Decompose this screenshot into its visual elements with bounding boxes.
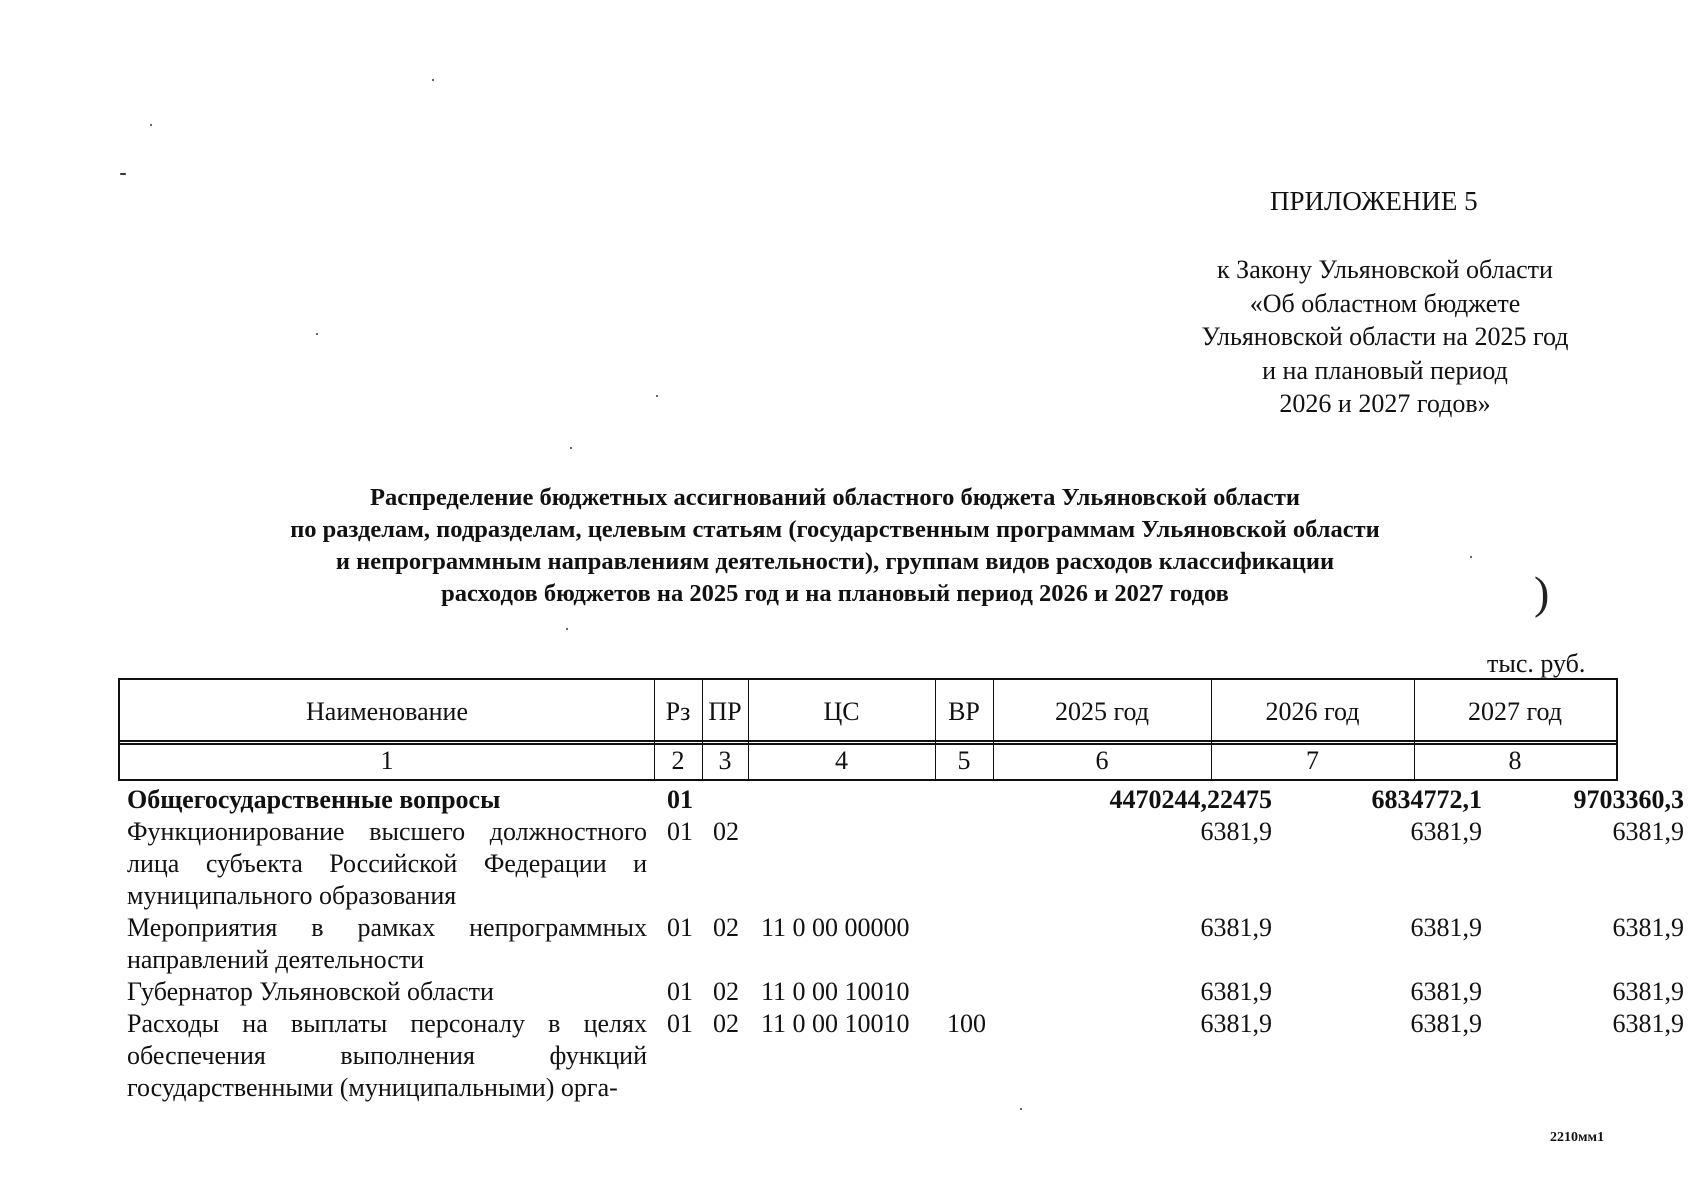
table-row [127, 816, 1684, 912]
document-title [160, 482, 1510, 610]
scan-speck [120, 173, 126, 175]
row-2027: 6381,9 [1612, 1009, 1684, 1038]
law-reference-line: Ульяновской области на 2025 год [1201, 322, 1569, 351]
column-number: 4 [835, 745, 848, 775]
law-reference-line: 2026 и 2027 годов» [1279, 389, 1491, 418]
scan-speck [656, 395, 658, 397]
column-number: 1 [380, 745, 394, 775]
row-pr: 02 [713, 817, 739, 846]
row-name: Мероприятия в рамках непрограммных направлений деятельности [127, 913, 647, 974]
row-2025: 4470244,22475 [1109, 785, 1272, 814]
row-2026: 6834772,1 [1371, 785, 1482, 814]
law-reference [1160, 253, 1610, 421]
table-row [127, 976, 1684, 1008]
document-code: 2210мм1 [1550, 1130, 1605, 1145]
row-2025: 6381,9 [1200, 817, 1272, 846]
row-cs: 11 0 00 10010 [761, 977, 910, 1006]
table-body [127, 784, 1684, 1104]
row-2027: 6381,9 [1612, 977, 1684, 1006]
header-rz: Рз [665, 696, 691, 726]
row-2027: 6381,9 [1612, 817, 1684, 846]
row-2025: 6381,9 [1200, 977, 1272, 1006]
table-row [127, 784, 1684, 816]
row-2025: 6381,9 [1200, 1009, 1272, 1038]
table-header-row [118, 678, 1618, 745]
header-name: Наименование [306, 696, 468, 726]
law-reference-line: к Закону Ульяновской области [1217, 255, 1553, 284]
title-line: по разделам, подразделам, целевым статьям (государственным программам Ульяновской области [290, 516, 1380, 543]
header-cs: ЦС [823, 696, 860, 726]
header-pr: ПР [708, 696, 742, 726]
row-2026: 6381,9 [1410, 817, 1482, 846]
header-2025: 2025 год [1055, 696, 1149, 726]
row-rz: 01 [667, 1009, 693, 1038]
title-line: и непрограммным направлениям деятельности), группам видов расходов классификации [335, 548, 1335, 575]
column-number: 3 [718, 745, 732, 775]
row-rz: 01 [667, 785, 693, 814]
law-reference-line: «Об областном бюджете [1249, 288, 1521, 318]
row-rz: 01 [667, 817, 693, 846]
unit-label: тыс. руб. [1487, 649, 1586, 678]
header-2027: 2027 год [1468, 696, 1562, 726]
row-2025: 6381,9 [1200, 913, 1272, 942]
scan-speck [150, 124, 152, 126]
header-vr: ВР [948, 696, 980, 726]
row-pr: 02 [713, 977, 739, 1006]
row-cs: 11 0 00 10010 [761, 1009, 910, 1038]
row-vr: 100 [947, 1009, 986, 1038]
column-number: 6 [1095, 745, 1109, 775]
law-reference-line: и на плановый период [1262, 355, 1508, 385]
row-name: Губернатор Ульяновской области [127, 977, 494, 1006]
scan-speck [1020, 1108, 1022, 1110]
scan-speck [566, 628, 568, 630]
table-row [127, 1008, 1684, 1104]
row-pr: 02 [713, 913, 739, 942]
margin-bracket-mark: ) [1534, 567, 1550, 618]
row-2026: 6381,9 [1410, 977, 1482, 1006]
column-number: 7 [1306, 745, 1319, 775]
row-pr: 02 [713, 1009, 739, 1038]
row-rz: 01 [667, 913, 693, 942]
header-2026: 2026 год [1265, 696, 1360, 726]
column-number: 8 [1508, 745, 1522, 775]
column-numbers-row [118, 740, 1618, 781]
row-name: Расходы на выплаты персоналу в целях обеспечения выполнения функций государственными (муниципальными) орга- [127, 1009, 647, 1102]
scan-speck [570, 447, 572, 449]
title-line: Распределение бюджетных ассигнований областного бюджета Ульяновской области [370, 484, 1300, 511]
appendix-title: ПРИЛОЖЕНИЕ 5 [1270, 186, 1478, 216]
scan-speck [432, 79, 434, 81]
row-name: Функционирование высшего должностного лица субъекта Российской Федерации и муниципального образования [127, 817, 647, 910]
column-number: 2 [671, 745, 685, 775]
column-number: 5 [957, 745, 971, 775]
row-2026: 6381,9 [1410, 1009, 1482, 1038]
row-name: Общегосударственные вопросы [127, 785, 501, 814]
row-rz: 01 [667, 977, 693, 1006]
row-2027: 9703360,3 [1573, 785, 1684, 814]
title-line: расходов бюджетов на 2025 год и на плановый период 2026 и 2027 годов [441, 580, 1229, 607]
row-2027: 6381,9 [1612, 913, 1684, 942]
row-2026: 6381,9 [1410, 913, 1482, 942]
row-cs: 11 0 00 00000 [761, 913, 910, 942]
table-row [127, 912, 1684, 976]
scan-speck [316, 333, 318, 335]
